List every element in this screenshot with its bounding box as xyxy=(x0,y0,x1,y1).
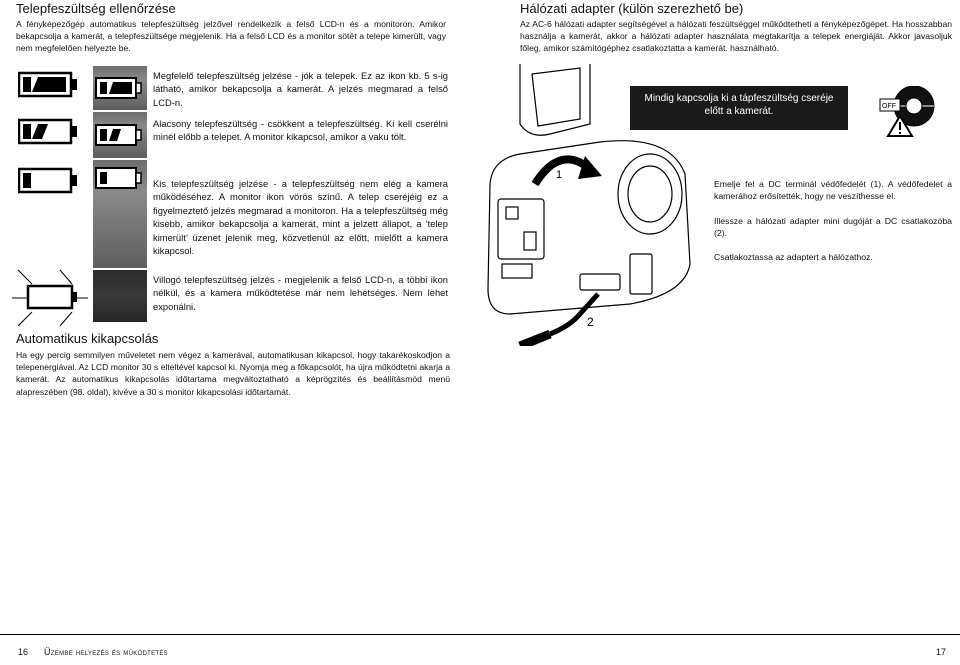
left-page-number: 16 xyxy=(18,647,29,657)
step-3-text: Csatlakoztassa az adaptert a hálózathoz. xyxy=(714,252,873,262)
step-1-label: 1 xyxy=(556,169,563,181)
page-footer xyxy=(0,634,960,665)
footer-title: Üzembe helyezés és működtetés xyxy=(44,647,168,657)
ac-adapter-title: Hálózati adapter (külön szerezhető be) xyxy=(520,1,744,16)
battery-very-low-lcd-icon xyxy=(18,166,80,201)
step-2-label: 2 xyxy=(587,315,594,329)
battery-low-lcd-icon xyxy=(18,117,80,152)
battery-intro-text: A fényképezőgép automatikus telepfeszültség jelzővel rendelkezik a felső LCD-n és a monitoron. Amikor bekapcsolja a kamerát, a telepfeszültsége megjelenik. Ha a felső LCD és a monitor sötét a telepe kimerült, vagy nem megfelelően helyezte be. xyxy=(16,19,446,54)
battery-very-low-monitor-icon xyxy=(93,160,147,200)
power-off-warning-text: Mindig kapcsolja ki a tápfeszültség cseréje előtt a kamerát. xyxy=(644,93,834,117)
battery-full-monitor-icon xyxy=(93,66,147,110)
ac-adapter-intro-text: Az AC-6 hálózati adapter segítségével a hálózati feszültséggel működtetheti a fényképezőgépet. Ha hosszabban használja a kamerát, akkor a hálózati adapter használata megtakarítja a telepek energiáját. Akkor javasoljuk főleg, amikor számítógéphez csatlakoztatta a kamerát. használható. xyxy=(520,19,952,54)
battery-check-title: Telepfeszültség ellenőrzése xyxy=(16,1,176,16)
battery-blinking-monitor-photo xyxy=(93,270,147,322)
auto-power-off-text: Ha egy percig semmilyen műveletet nem végez a kamerával, automatikusan kikapcsol, hogy takarékoskodjon a telepenergiával. Az LCD monitor 30 s elteltével kapcsol ki. Nyomja meg a főkapcsolót, ha újra működtetni akarja a kamerát. Az automatikus kikapcsolás időtartama megváltoztatható a képrögzítés és beállításmód menü alapreszében (98. oldal), kivéve a 30 s monitor kikapcsolási időtartamát. xyxy=(16,350,450,397)
off-label: OFF xyxy=(882,103,896,110)
step-1-text: Emelje fel a DC terminál védőfedelét (1). A védőfedelet a kamerához erősítették, hogy ne veszíthesse el. xyxy=(714,179,952,201)
battery-very-low-text: Kis telepfeszültség jelzése - a telepfeszültség nem elég a kamera működéséhez. A monitor ikon vörös színű. A telep cseréjéig ez a figyelmeztető jelzés megmarad a monitoron. Ha a telepfeszültség még kisebb, amikor bekapcsolja a kamerát, mint a jelzett állapot, a ‘telep kimerült’ üzenet jelenik meg, közvetlenül az előtt, mielőtt a kamera kikapcsol. xyxy=(153,178,448,257)
battery-blinking-lcd-icon xyxy=(10,266,90,335)
battery-low-monitor-icon xyxy=(93,112,147,158)
battery-full-text: Megfelelő telepfeszültség jelzése - jók a telepek. Ez az ikon kb. 5 s-ig látható, amikor bekapcsolja a kamerát. A jelzés megmarad a felső LCD-n. xyxy=(153,70,448,108)
mode-dial-off-illustration xyxy=(872,86,942,148)
power-off-warning-callout xyxy=(630,86,848,130)
right-page-number: 17 xyxy=(936,647,947,657)
battery-low-monitor-photo xyxy=(93,112,147,158)
battery-blinking-text: Villogó telepfeszültség jelzés - megjelenik a felső LCD-n, a többi ikon nélkül, és a kamera működtetése már nem lehetséges. Nem lehet exponálni. xyxy=(153,274,448,312)
battery-very-low-monitor-photo xyxy=(93,160,147,268)
battery-full-lcd-icon xyxy=(18,70,80,105)
step-2-text: Illessze a hálózati adapter mini dugóját a DC csatlakozóba (2). xyxy=(714,216,952,238)
auto-power-off-title: Automatikus kikapcsolás xyxy=(16,331,159,346)
battery-low-text: Alacsony telepfeszültség - csökkent a telepfeszültség. Ki kell cserélni minél előbb a telepet. A monitor kikapcsol, amikor a vaku tölt. xyxy=(153,118,448,143)
battery-full-monitor-photo xyxy=(93,66,147,110)
